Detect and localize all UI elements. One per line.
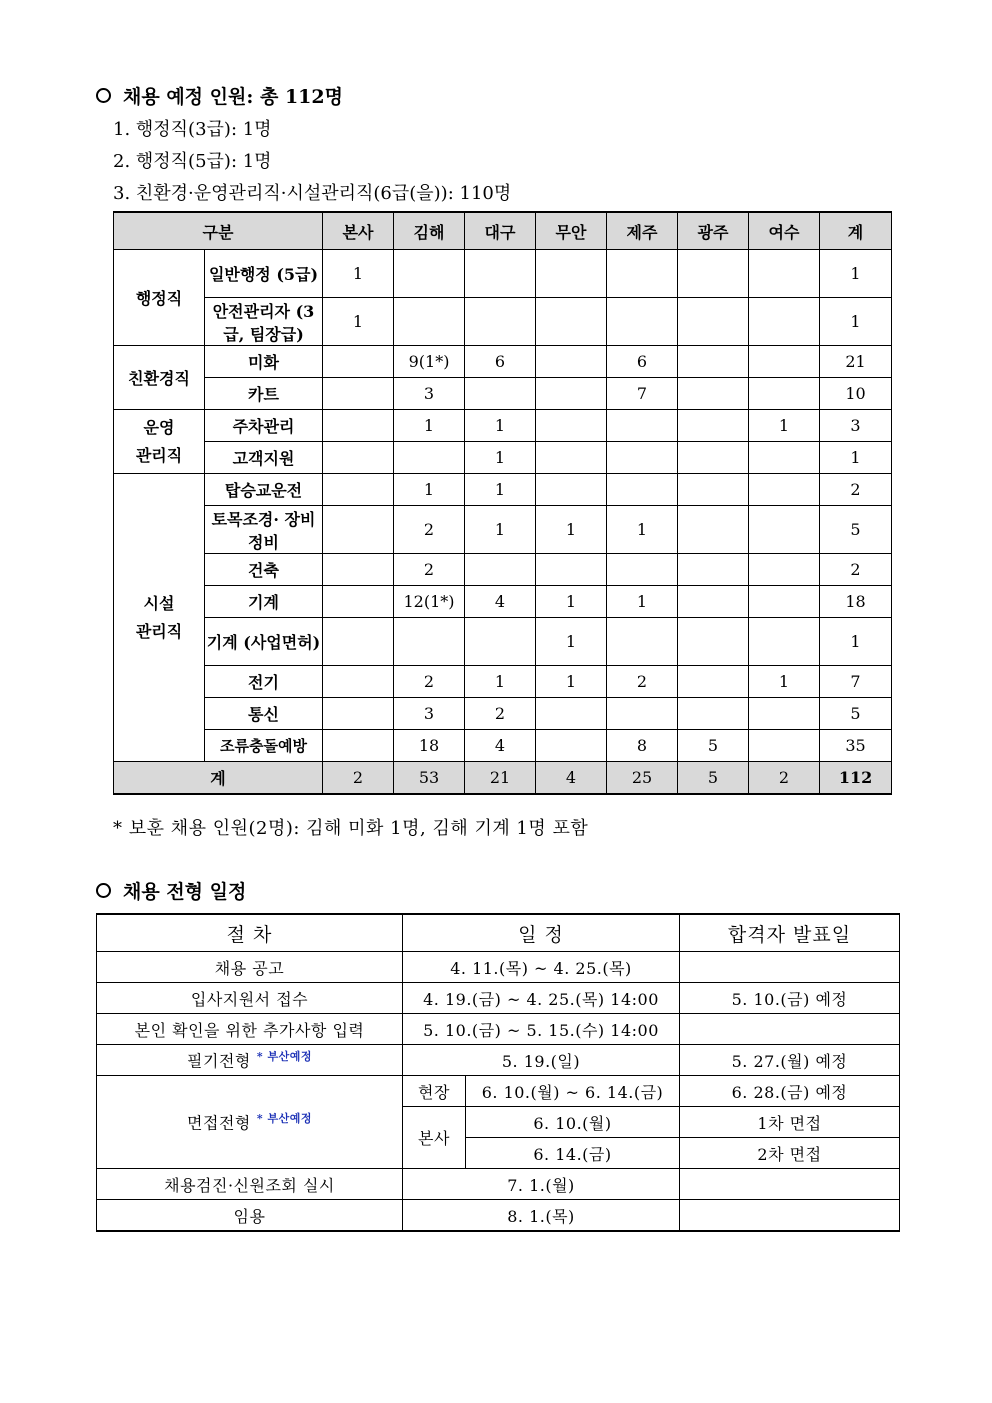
cell: 1	[536, 586, 607, 618]
cell: 5	[678, 730, 749, 762]
announce	[680, 1014, 900, 1045]
announce	[680, 952, 900, 983]
row-total: 7	[820, 666, 892, 698]
recruit-heading-text: 채용 예정 인원: 총 112명	[123, 86, 343, 108]
row-total: 1	[820, 298, 892, 346]
grand-total: 112	[820, 762, 892, 794]
group-ops-text: 운영 관리직	[135, 417, 183, 465]
step: 임용	[97, 1200, 403, 1232]
table-row	[97, 1045, 900, 1076]
cell: 2	[749, 762, 820, 794]
cell: 4	[465, 586, 536, 618]
cell: 3	[394, 378, 465, 410]
row-total: 3	[820, 410, 892, 442]
announce	[680, 1169, 900, 1200]
row-total: 1	[820, 250, 892, 298]
cell: 1	[465, 666, 536, 698]
step: 입사지원서 접수	[97, 983, 403, 1014]
cell: 2	[394, 554, 465, 586]
cell: 4	[465, 730, 536, 762]
table-row	[114, 474, 892, 506]
step-cell	[97, 1076, 403, 1169]
cell: 53	[394, 762, 465, 794]
busan-note: * 부산예정	[256, 1112, 312, 1126]
col-header: 제주	[607, 212, 678, 250]
step: 필기전형	[187, 1051, 251, 1071]
place: 현장	[403, 1076, 466, 1107]
circle-bullet-icon	[96, 883, 111, 898]
table-row	[97, 983, 900, 1014]
group-eco: 친환경직	[114, 346, 205, 410]
schedule-header-row	[97, 914, 900, 952]
row-total: 2	[820, 474, 892, 506]
announce: 5. 27.(월) 예정	[680, 1045, 900, 1076]
table-row	[114, 410, 892, 442]
row-label: 기계	[205, 586, 323, 618]
announce: 1차 면접	[680, 1107, 900, 1138]
cell: 2	[607, 666, 678, 698]
step: 채용 공고	[97, 952, 403, 983]
cell: 2	[394, 666, 465, 698]
date: 6. 14.(금)	[466, 1138, 680, 1169]
row-total: 1	[820, 442, 892, 474]
cell: 1	[607, 506, 678, 554]
row-total: 35	[820, 730, 892, 762]
col-header: 일 정	[403, 914, 680, 952]
announce: 2차 면접	[680, 1138, 900, 1169]
cell: 2	[465, 698, 536, 730]
cell: 6	[465, 346, 536, 378]
cell: 2	[394, 506, 465, 554]
table-row	[114, 442, 892, 474]
col-header: 광주	[678, 212, 749, 250]
table-row	[114, 666, 892, 698]
date: 6. 10.(월) ~ 6. 14.(금)	[466, 1076, 680, 1107]
cell: 1	[323, 250, 394, 298]
date: 7. 1.(월)	[403, 1169, 680, 1200]
cell: 18	[394, 730, 465, 762]
table-row	[114, 586, 892, 618]
date: 4. 19.(금) ~ 4. 25.(목) 14:00	[403, 983, 680, 1014]
cell: 1	[465, 410, 536, 442]
group-ops	[114, 410, 205, 474]
table-row	[114, 506, 892, 554]
row-label: 전기	[205, 666, 323, 698]
row-label: 통신	[205, 698, 323, 730]
cell: 2	[323, 762, 394, 794]
table-row	[114, 378, 892, 410]
cell: 9(1*)	[394, 346, 465, 378]
row-label: 카트	[205, 378, 323, 410]
cell: 1	[607, 586, 678, 618]
table-row	[114, 554, 892, 586]
veteran-note: * 보훈 채용 인원(2명): 김해 미화 1명, 김해 기계 1명 포함	[113, 818, 589, 839]
table-row	[114, 698, 892, 730]
row-total: 21	[820, 346, 892, 378]
step: 면접전형	[187, 1113, 251, 1133]
total-label: 계	[114, 762, 323, 794]
table-row	[97, 1169, 900, 1200]
group-admin: 행정직	[114, 250, 205, 346]
row-total: 1	[820, 618, 892, 666]
table-row	[114, 730, 892, 762]
table-row	[114, 618, 892, 666]
cell: 1	[323, 298, 394, 346]
row-label: 일반행정 (5급)	[205, 250, 323, 298]
cell: 6	[607, 346, 678, 378]
row-total: 18	[820, 586, 892, 618]
col-header: 대구	[465, 212, 536, 250]
col-header: 절 차	[97, 914, 403, 952]
announce: 6. 28.(금) 예정	[680, 1076, 900, 1107]
row-total: 5	[820, 506, 892, 554]
table-row	[114, 298, 892, 346]
cell: 1	[749, 666, 820, 698]
recruit-heading	[96, 82, 343, 109]
date: 4. 11.(목) ~ 4. 25.(목)	[403, 952, 680, 983]
cell: 1	[749, 410, 820, 442]
col-header: 여수	[749, 212, 820, 250]
col-header: 본사	[323, 212, 394, 250]
table-header-row	[114, 212, 892, 250]
cell: 3	[394, 698, 465, 730]
row-label: 미화	[205, 346, 323, 378]
row-label: 안전관리자 (3급, 팀장급)	[205, 298, 323, 346]
cell: 4	[536, 762, 607, 794]
cell: 5	[678, 762, 749, 794]
table-row	[97, 1014, 900, 1045]
cell: 1	[394, 410, 465, 442]
cell: 1	[465, 442, 536, 474]
cell: 8	[607, 730, 678, 762]
announce: 5. 10.(금) 예정	[680, 983, 900, 1014]
col-header: 무안	[536, 212, 607, 250]
row-total: 2	[820, 554, 892, 586]
total-row	[114, 762, 892, 794]
cell: 1	[465, 474, 536, 506]
row-label: 건축	[205, 554, 323, 586]
table-row	[97, 1076, 900, 1107]
table-row	[97, 1200, 900, 1232]
table-row	[97, 952, 900, 983]
date: 8. 1.(목)	[403, 1200, 680, 1232]
group-facility-text: 시설 관리직	[135, 593, 183, 641]
step: 채용검진·신원조회 실시	[97, 1169, 403, 1200]
recruit-table	[113, 211, 892, 795]
date: 5. 10.(금) ~ 5. 15.(수) 14:00	[403, 1014, 680, 1045]
row-label: 토목조경· 장비정비	[205, 506, 323, 554]
row-label: 고객지원	[205, 442, 323, 474]
row-label: 기계 (사업면허)	[205, 618, 323, 666]
schedule-heading-text: 채용 전형 일정	[123, 881, 247, 903]
row-total: 5	[820, 698, 892, 730]
cell: 7	[607, 378, 678, 410]
date: 5. 19.(일)	[403, 1045, 680, 1076]
row-total: 10	[820, 378, 892, 410]
row-label: 주차관리	[205, 410, 323, 442]
schedule-heading	[96, 877, 246, 904]
schedule-table	[96, 913, 900, 1232]
announce	[680, 1200, 900, 1232]
col-header: 계	[820, 212, 892, 250]
cell: 1	[536, 618, 607, 666]
cell: 25	[607, 762, 678, 794]
step-cell	[97, 1045, 403, 1076]
table-row	[114, 250, 892, 298]
cell: 1	[536, 506, 607, 554]
recruit-item-1: 1. 행정직(3급): 1명	[113, 119, 272, 140]
col-header: 합격자 발표일	[680, 914, 900, 952]
date: 6. 10.(월)	[466, 1107, 680, 1138]
row-label: 탑승교운전	[205, 474, 323, 506]
circle-bullet-icon	[96, 88, 111, 103]
cell: 21	[465, 762, 536, 794]
cell: 12(1*)	[394, 586, 465, 618]
col-header: 구분	[114, 212, 323, 250]
col-header: 김해	[394, 212, 465, 250]
place: 본사	[403, 1107, 466, 1169]
group-facility	[114, 474, 205, 762]
recruit-item-3: 3. 친환경·운영관리직·시설관리직(6급(을)): 110명	[113, 183, 512, 204]
cell: 1	[536, 666, 607, 698]
table-row	[114, 346, 892, 378]
cell: 1	[465, 506, 536, 554]
recruit-item-2: 2. 행정직(5급): 1명	[113, 151, 272, 172]
row-label: 조류충돌예방	[205, 730, 323, 762]
cell: 1	[394, 474, 465, 506]
step: 본인 확인을 위한 추가사항 입력	[97, 1014, 403, 1045]
busan-note: * 부산예정	[256, 1050, 312, 1064]
